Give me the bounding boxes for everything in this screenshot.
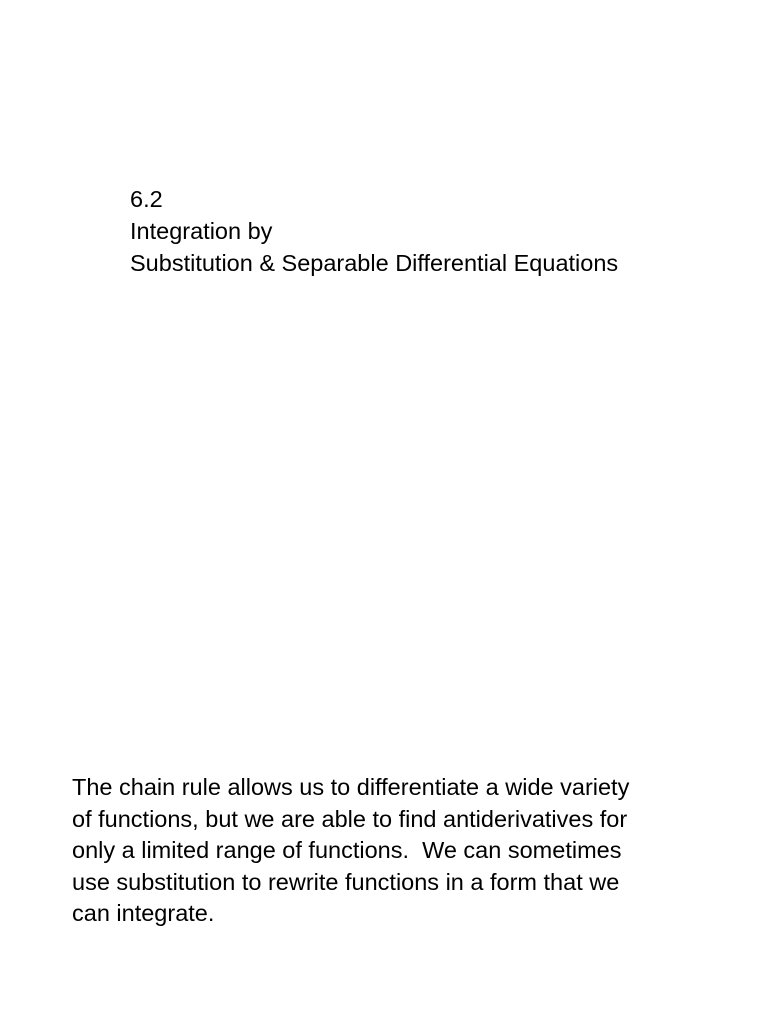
body-line-3: only a limited range of functions. We can sometimes bbox=[72, 837, 622, 863]
section-number: 6.2 bbox=[130, 186, 163, 212]
body-line-5: can integrate. bbox=[72, 900, 215, 926]
title-line-1: Integration by bbox=[130, 218, 273, 244]
body-paragraph bbox=[72, 772, 732, 930]
title-block bbox=[130, 183, 750, 279]
body-line-1: The chain rule allows us to differentiate a wide variety bbox=[72, 774, 630, 800]
title-line-2: Substitution & Separable Differential Equations bbox=[130, 250, 619, 276]
body-line-4: use substitution to rewrite functions in a form that we bbox=[72, 868, 620, 895]
body-line-2: of functions, but we are able to find antiderivatives for bbox=[72, 805, 628, 832]
